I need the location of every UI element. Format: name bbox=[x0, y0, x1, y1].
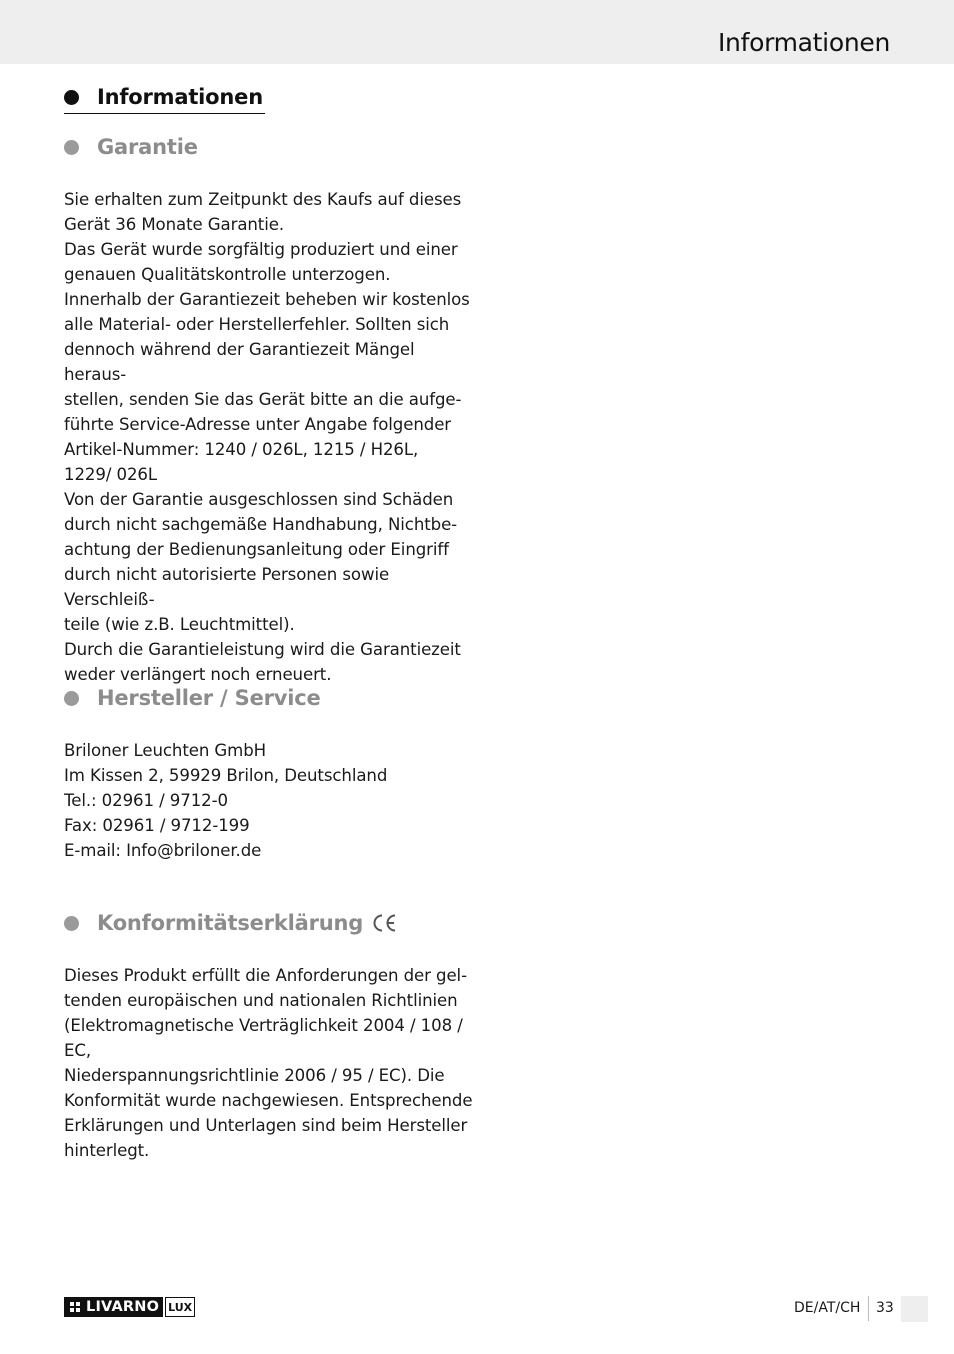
bullet-icon bbox=[64, 916, 79, 931]
ce-mark-icon bbox=[371, 913, 397, 933]
logo-text: LIVARNO bbox=[86, 1299, 160, 1315]
main-heading-underline bbox=[64, 113, 265, 114]
logo-squares-icon bbox=[70, 1302, 80, 1312]
logo-suffix: LUX bbox=[165, 1297, 195, 1317]
footer-divider bbox=[868, 1296, 869, 1321]
main-heading bbox=[64, 85, 263, 109]
hersteller-heading-text: Hersteller / Service bbox=[97, 686, 321, 710]
footer-tab-box bbox=[901, 1296, 928, 1322]
bullet-icon bbox=[64, 691, 79, 706]
page-number: 33 bbox=[876, 1300, 894, 1316]
footer-locale: DE/AT/CH bbox=[794, 1300, 861, 1316]
page-header-title: Informationen bbox=[717, 28, 890, 57]
garantie-body: Sie erhalten zum Zeitpunkt des Kaufs auf dieses Gerät 36 Monate Garantie. Das Gerät wurde sorgfältig produziert und einer genauen Qualitätskontrolle unterzogen. Innerhalb der Garantiezeit beheben wir kostenlos alle Material- oder Herstellerfehler. Sollten sich dennoch während der Garantiezeit Mängel heraus- stellen, senden Sie das Gerät bitte an die aufge- führte Service-Adresse unter Angabe folgender Artikel-Nummer: 1240 / 026L, 1215 / H26L, 1229/ 026L Von der Garantie ausgeschlossen sind Schäden durch nicht sachgemäße Handhabung, Nichtbe- achtung der Bedienungsanleitung oder Eingriff durch nicht autorisierte Personen sowie Verschleiß- teile (wie z.B. Leuchtmittel). Durch die Garantieleistung wird die Garantiezeit weder verlängert noch erneuert. bbox=[64, 190, 470, 684]
hersteller-body: Briloner Leuchten GmbH Im Kissen 2, 59929 Brilon, Deutschland Tel.: 02961 / 9712-0 Fax: 02961 / 9712-199 E-mail: Info@briloner.de bbox=[64, 741, 388, 860]
konformitaet-body: Dieses Produkt erfüllt die Anforderungen der gel- tenden europäischen und nationalen Richtlinien (Elektromagnetische Verträglichkeit 2004 / 108 / EC, Niederspannungsrichtlinie 2006 / 95 / EC). Die Konformität wurde nachgewiesen. Entsprechende Erklärungen und Unterlagen sind beim Hersteller hinterlegt. bbox=[64, 966, 473, 1160]
logo-main-block bbox=[64, 1297, 163, 1317]
garantie-heading bbox=[64, 135, 198, 159]
hersteller-heading bbox=[64, 686, 321, 710]
bullet-icon bbox=[64, 140, 79, 155]
main-heading-text: Informationen bbox=[97, 85, 263, 109]
konformitaet-heading bbox=[64, 911, 397, 935]
livarno-lux-logo bbox=[64, 1297, 195, 1317]
bullet-icon bbox=[64, 90, 79, 105]
garantie-heading-text: Garantie bbox=[97, 135, 198, 159]
konformitaet-heading-text: Konformitätserklärung bbox=[97, 911, 364, 935]
